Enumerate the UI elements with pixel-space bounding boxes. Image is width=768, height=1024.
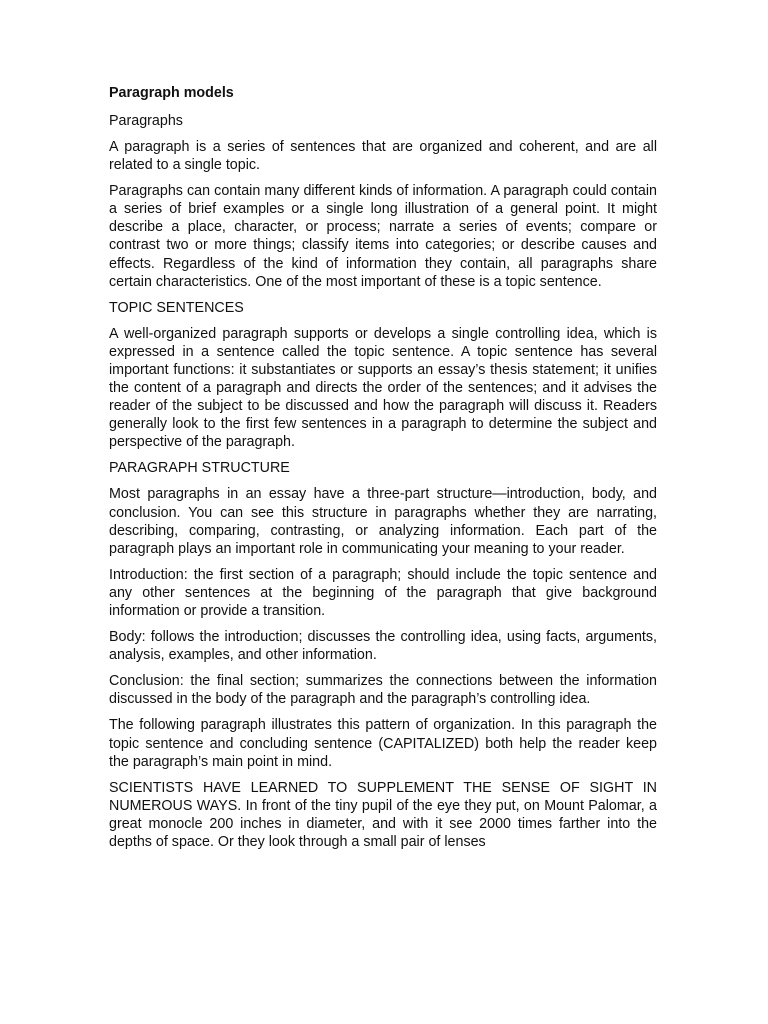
heading-paragraph-structure: PARAGRAPH STRUCTURE bbox=[109, 460, 290, 477]
heading-topic-sentences: TOPIC SENTENCES bbox=[109, 299, 244, 316]
paragraph-three-part-structure: Most paragraphs in an essay have a three-part structure—introduction, body, and conclusion. You can see this structure in paragraphs whether they are narrating, describing, comparing, contrasting, or analyzing information. Each part of the paragraph plays an important role in communicating your meaning to your reader. bbox=[109, 486, 657, 557]
paragraph-pattern-intro: The following paragraph illustrates this pattern of organization. In this paragraph the topic sentence and concluding sentence (CAPITALIZED) both help the reader keep the paragraph’s main point in mind. bbox=[109, 717, 657, 770]
scientists-example-text: SCIENTISTS HAVE LEARNED TO SUPPLEMENT THE SENSE OF SIGHT IN NUMEROUS WAYS. In front of the tiny pupil of the eye they put, on Mount Palomar, a great monocle 200 inches in diameter, and with it see 2000 times bbox=[109, 779, 657, 832]
paragraph-introduction: Introduction: the first section of a paragraph; should include the topic sentence and any other sentences at the beginning of the paragraph that give background information or provide a transition. bbox=[109, 566, 657, 619]
paragraph-body: Body: follows the introduction; discusses the controlling idea, using facts, arguments, analysis, examples, and other information. bbox=[109, 629, 657, 664]
paragraph-information-kinds: Paragraphs can contain many different kinds of information. A paragraph could contain a series of brief examples or a single long illustration of a general point. It might describe a place, character, or process; narrate a series of events; compare or contrast two or more things; classify items into categories; or describe causes and effects. Regardless of the kind of information they contain, all paragraphs share certain characteristics. One of the most important of these is a topic sentence. bbox=[109, 183, 657, 290]
paragraph-topic-sentence: A well-organized paragraph supports or develops a single controlling idea, which is expressed in a sentence called the topic sentence. A topic sentence has several important functions: it substantiates or supports an essay’s thesis statement; it unifies the content of a paragraph and directs the order of the sentences; and it advises the reader of the subject to be discussed and how the paragraph will discuss it. Readers generally look to the first few sentences in a paragraph to determine the subject and perspective of the paragraph. bbox=[109, 325, 657, 451]
scientists-example-text-end: farther into the depths of space. Or they look through a small pair of lenses bbox=[109, 815, 657, 850]
paragraph-scientists-example bbox=[109, 779, 657, 851]
paragraph-conclusion: Conclusion: the final section; summarizes the connections between the information discussed in the body of the paragraph and the paragraph’s controlling idea. bbox=[109, 673, 657, 708]
paragraph-definition: A paragraph is a series of sentences that are organized and coherent, and are all related to a single topic. bbox=[109, 139, 657, 174]
document-page bbox=[109, 84, 657, 859]
heading-paragraphs: Paragraphs bbox=[109, 113, 183, 129]
document-title: Paragraph models bbox=[109, 85, 234, 101]
